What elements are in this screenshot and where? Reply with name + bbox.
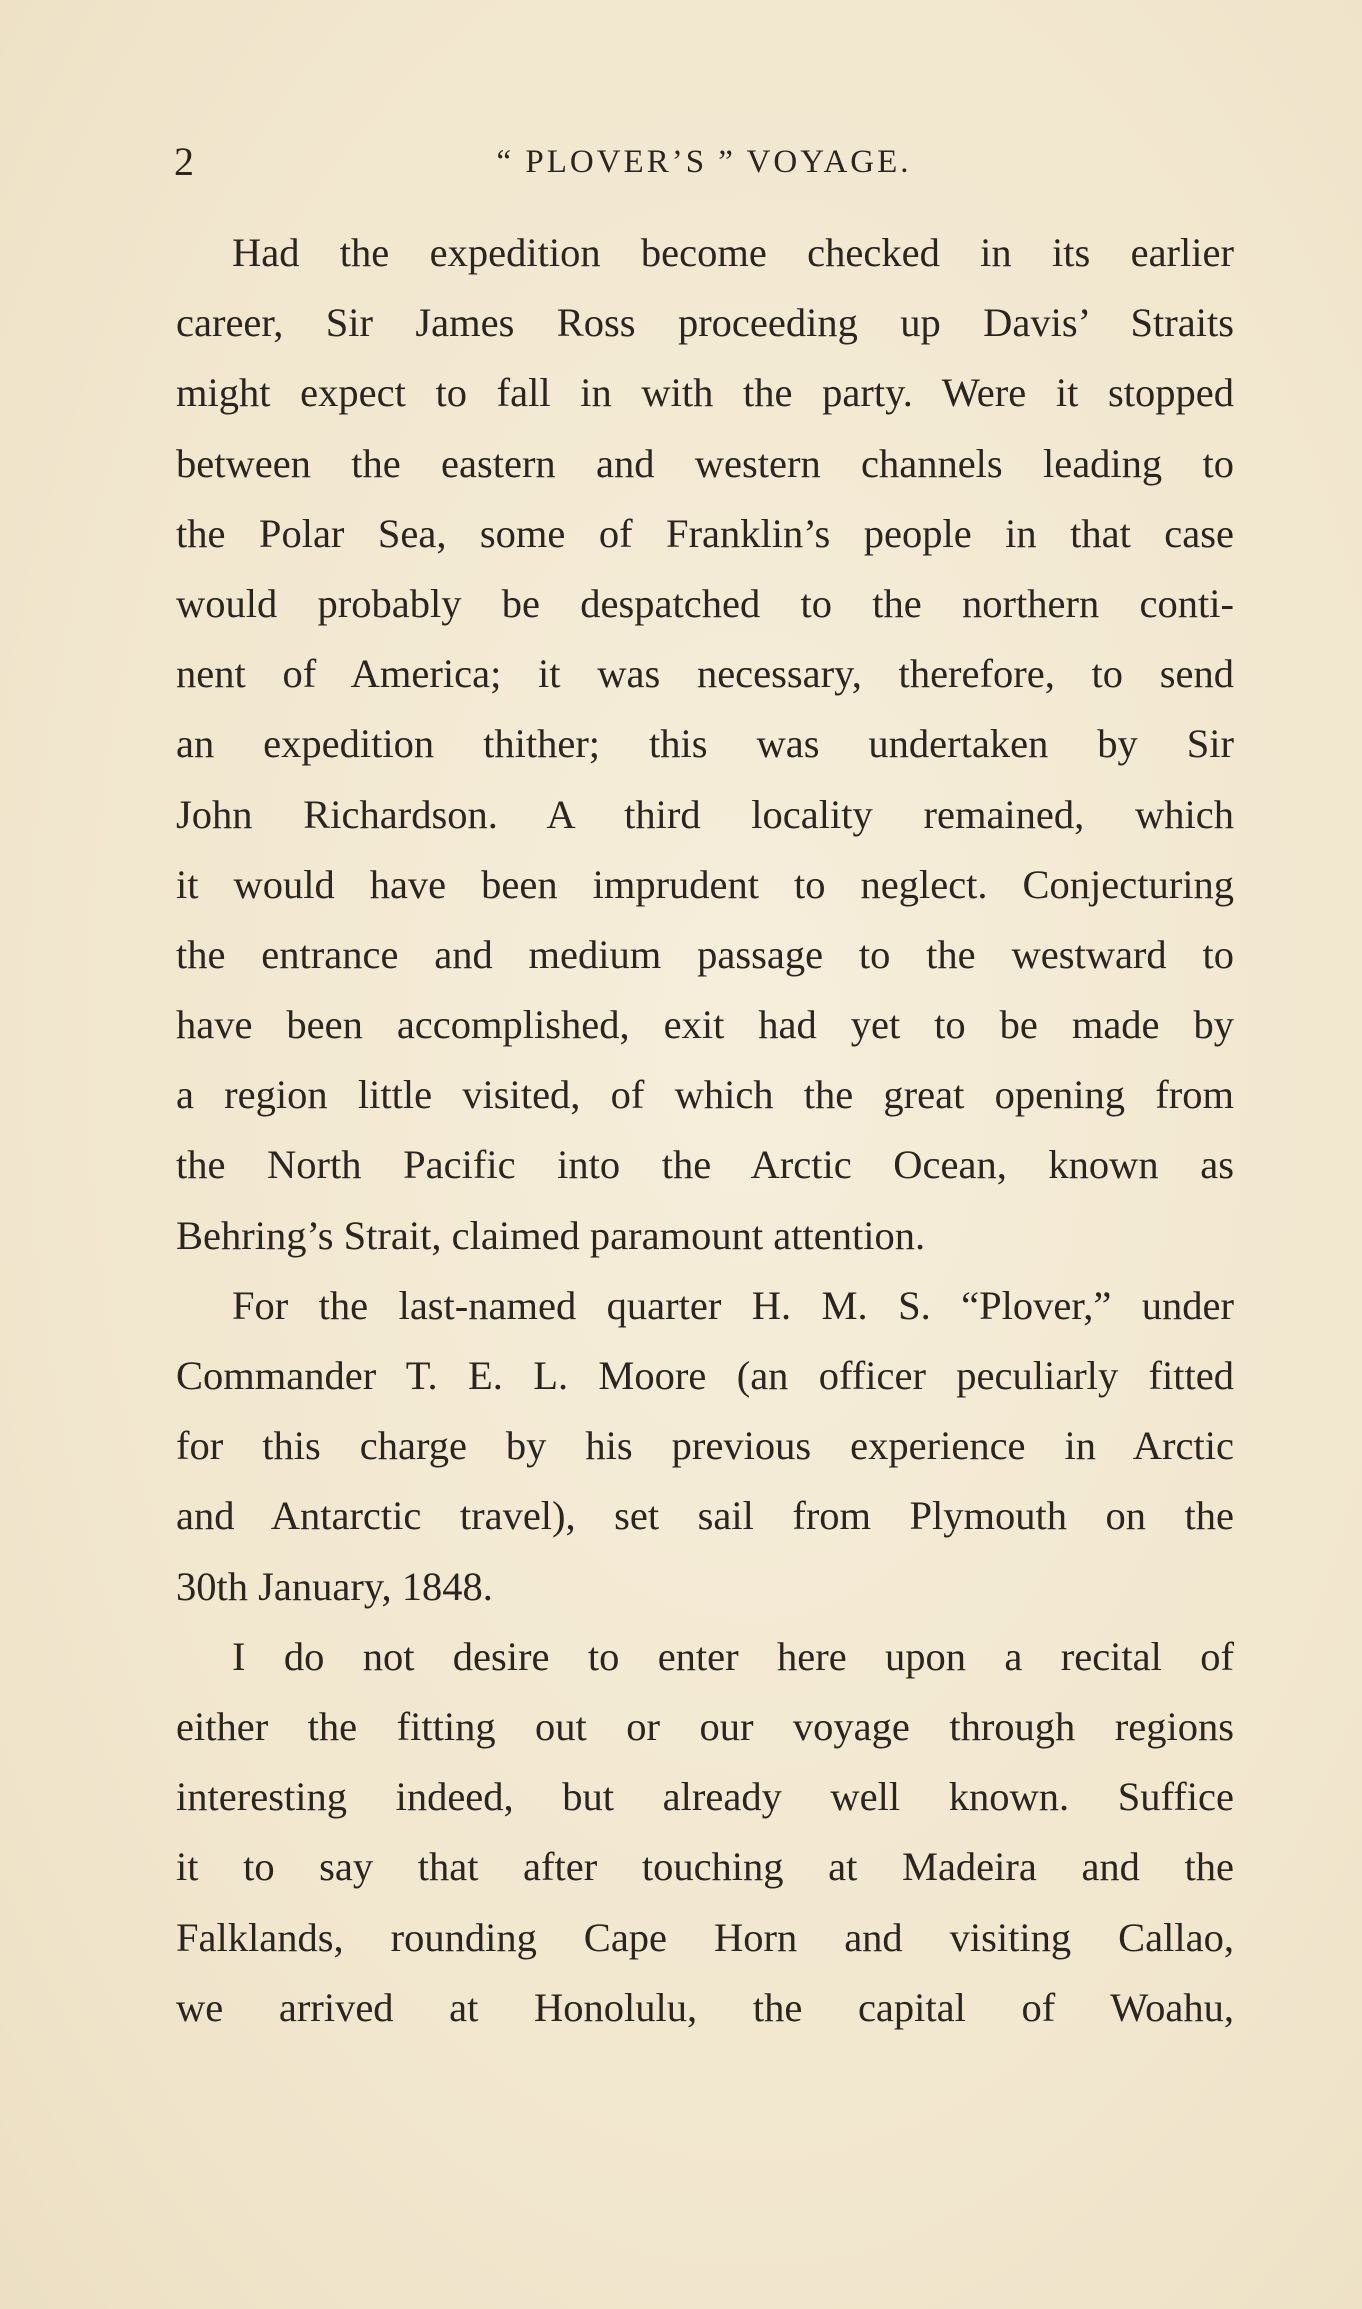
text-line: might expect to fall in with the party. Were it stopped [176,370,1234,416]
text-line: and Antarctic travel), set sail from Plymouth on the [176,1493,1234,1539]
paragraph-2 [176,1271,1234,1622]
text-line: interesting indeed, but already well known. Suffice [176,1774,1234,1820]
text-line: Falklands, rounding Cape Horn and visiting Callao, [176,1914,1234,1960]
text-line: have been accomplished, exit had yet to be made by [176,1002,1234,1048]
text-line: it would have been imprudent to neglect. Conjecturing [176,861,1234,907]
text-line: either the fitting out or our voyage through regions [176,1703,1234,1749]
paragraph-1 [176,218,1234,1271]
text-line: a region little visited, of which the great opening from [176,1072,1234,1118]
text-line: John Richardson. A third locality remained, which [176,791,1234,837]
text-line: an expedition thither; this was undertaken by Sir [176,721,1234,767]
body-text [176,218,1234,2043]
text-line: for this charge by his previous experience in Arctic [176,1423,1234,1469]
running-head [174,134,1234,190]
text-line: For the last-named quarter H. M. S. “Plover,” under [232,1282,1234,1328]
text-line: the North Pacific into the Arctic Ocean, known as [176,1142,1234,1188]
text-line: we arrived at Honolulu, the capital of Woahu, [176,1984,1234,2030]
text-line: 30th January, 1848. [176,1563,493,1609]
text-line: would probably be despatched to the northern conti- [176,580,1234,626]
text-line: the Polar Sea, some of Franklin’s people in that case [176,510,1234,556]
text-line: it to say that after touching at Madeira and the [176,1844,1234,1890]
text-line: the entrance and medium passage to the westward to [176,931,1234,977]
text-line: Had the expedition become checked in its earlier [232,230,1234,275]
text-line: I do not desire to enter here upon a recital of [232,1633,1234,1679]
text-line: Commander T. E. L. Moore (an officer peculiarly fitted [176,1353,1234,1398]
page-number: 2 [174,139,194,184]
text-line: career, Sir James Ross proceeding up Davis’ Straits [176,300,1234,346]
text-line: between the eastern and western channels leading to [176,440,1234,486]
paragraph-3 [176,1622,1234,2043]
running-title: “ PLOVER’S ” VOYAGE. [496,144,912,180]
text-line: Behring’s Strait, claimed paramount attention. [176,1212,926,1258]
text-line: nent of America; it was necessary, therefore, to send [176,651,1234,697]
